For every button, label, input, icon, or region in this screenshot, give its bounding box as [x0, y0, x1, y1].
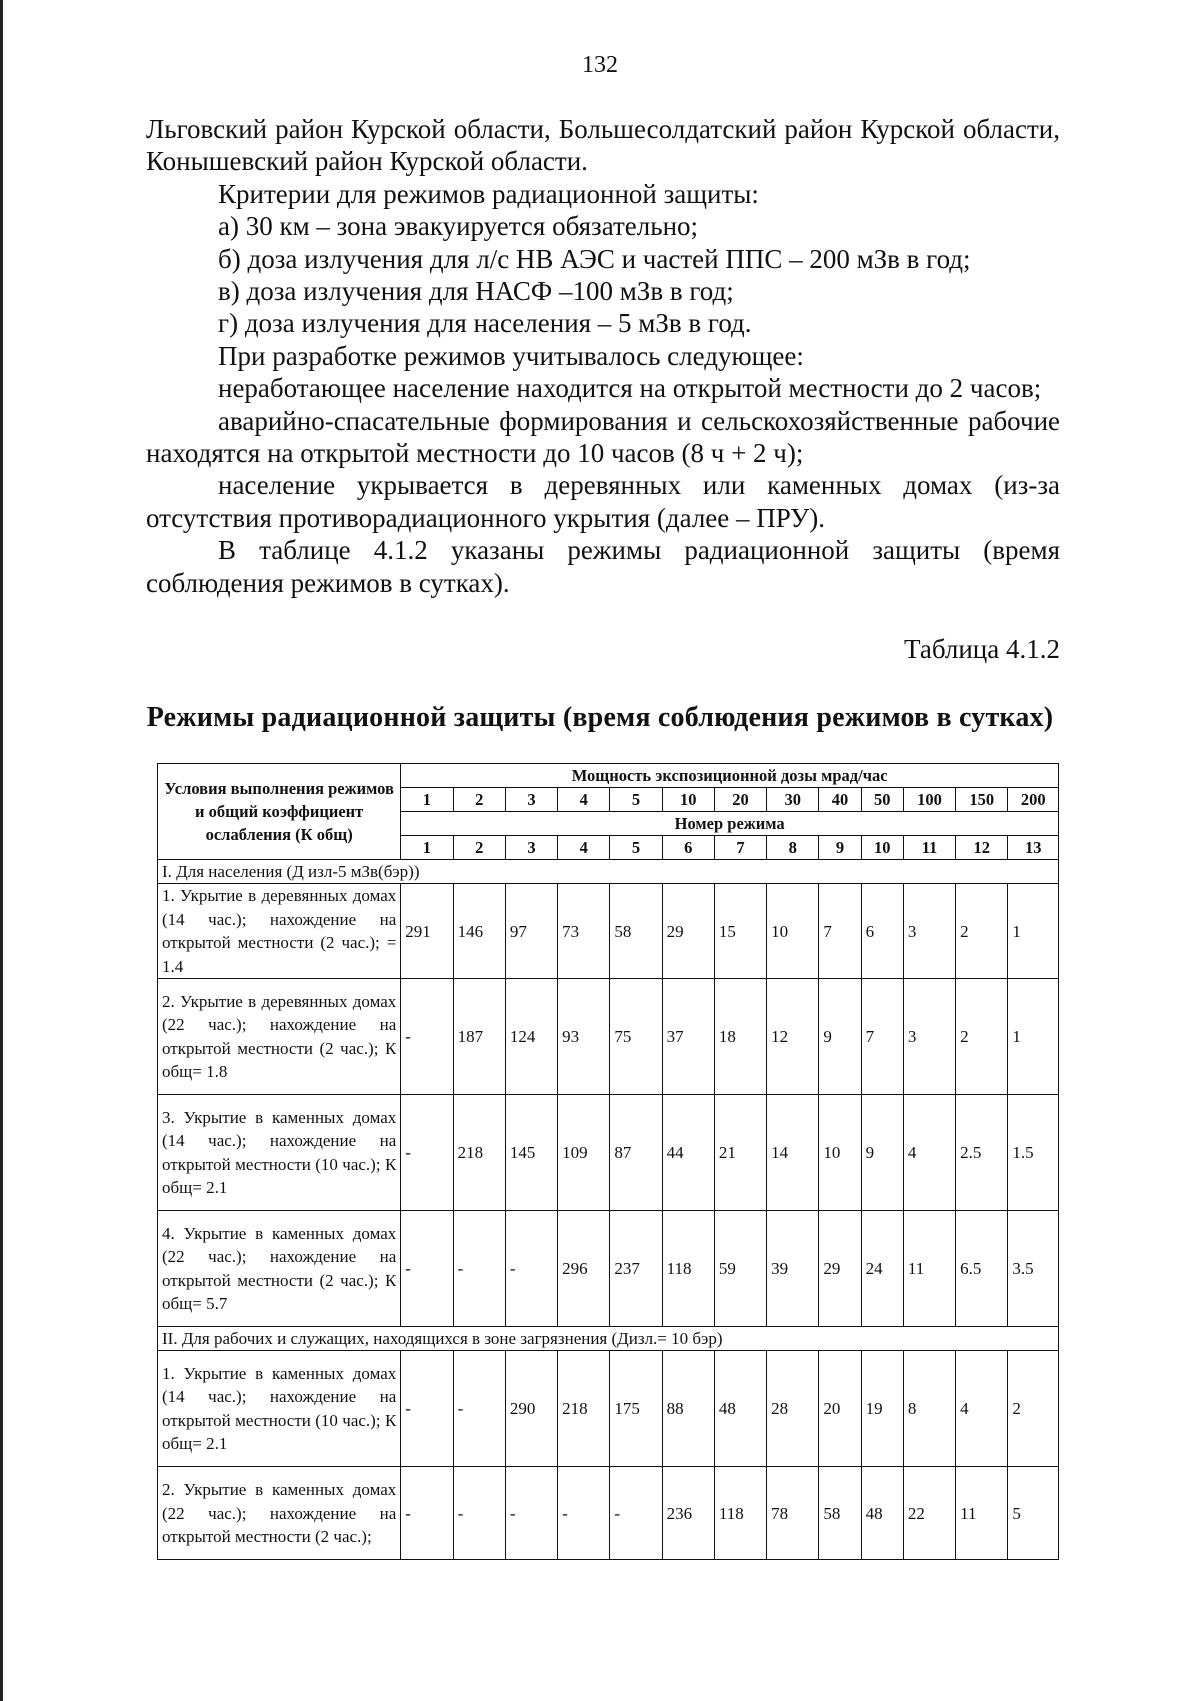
regimes-table	[157, 763, 1059, 1560]
paragraph: Льговский район Курской области, Большесолдатский район Курской области, Конышевский район Курской области.	[146, 114, 1060, 177]
value-cell: 2	[956, 979, 1008, 1095]
value-cell: 146	[453, 884, 505, 979]
value-cell: 237	[610, 1211, 662, 1327]
section-title: I. Для населения (Д изл-5 мЗв(бэр))	[158, 860, 1059, 884]
regime-number-cell: 1	[401, 836, 453, 860]
value-cell: 15	[714, 884, 766, 979]
condition-header: Условия выполнения режимов и общий коэффициент ослабления (К общ)	[158, 764, 401, 860]
value-cell: -	[401, 1211, 453, 1327]
regime-number-cell: 12	[956, 836, 1008, 860]
value-cell: 48	[861, 1467, 903, 1560]
value-cell: 93	[558, 979, 610, 1095]
section-row	[158, 860, 1059, 884]
value-cell: 236	[662, 1467, 714, 1560]
paragraph: аварийно-спасательные формирования и сельскохозяйственные рабочие находятся на открытой местности до 10 часов (8 ч + 2 ч);	[146, 405, 1060, 469]
value-cell: 145	[505, 1095, 557, 1211]
paragraph: б) доза излучения для л/с НВ АЭС и частей ППС – 200 мЗв в год;	[218, 243, 971, 274]
value-cell: 1.5	[1008, 1095, 1059, 1211]
value-cell: 290	[505, 1351, 557, 1467]
value-cell: -	[401, 1351, 453, 1467]
value-cell: -	[401, 1095, 453, 1211]
value-cell: 6	[861, 884, 903, 979]
value-cell: 11	[903, 1211, 955, 1327]
paragraph: население укрывается в деревянных или каменных домах (из-за отсутствия противорадиационного укрытия (далее – ПРУ).	[146, 470, 1060, 533]
dose-rate-cell: 2	[453, 788, 505, 812]
value-cell: 87	[610, 1095, 662, 1211]
value-cell: 109	[558, 1095, 610, 1211]
paragraph: неработающее население находится на открытой местности до 2 часов;	[218, 373, 1042, 404]
paragraph: а) 30 км – зона эвакуируется обязательно;	[218, 211, 699, 242]
regime-number-cell: 7	[714, 836, 766, 860]
value-cell: 9	[819, 979, 861, 1095]
value-cell: 14	[767, 1095, 819, 1211]
paragraph: В таблице 4.1.2 указаны режимы радиационной защиты (время соблюдения режимов в сутках).	[146, 535, 1060, 598]
value-cell: -	[558, 1467, 610, 1560]
value-cell: 28	[767, 1351, 819, 1467]
dose-rate-cell: 10	[662, 788, 714, 812]
value-cell: 118	[662, 1211, 714, 1327]
value-cell: 19	[861, 1351, 903, 1467]
regime-number-cell: 13	[1008, 836, 1059, 860]
regime-number-cell: 3	[505, 836, 557, 860]
section-row	[158, 1327, 1059, 1351]
paragraph: в) доза излучения для НАСФ –100 мЗв в год;	[218, 276, 734, 307]
value-cell: 24	[861, 1211, 903, 1327]
body-text	[146, 113, 1060, 599]
value-cell: -	[401, 979, 453, 1095]
condition-cell: 2. Укрытие в каменных домах (22 час.); нахождение на открытой местности (2 час.);	[158, 1467, 401, 1560]
value-cell: 296	[558, 1211, 610, 1327]
scan-edge	[0, 0, 3, 1701]
value-cell: 10	[819, 1095, 861, 1211]
dose-rate-header: Мощность экспозиционной дозы мрад/час	[401, 764, 1059, 788]
value-cell: 5	[1008, 1467, 1059, 1560]
dose-rate-cell: 30	[767, 788, 819, 812]
condition-cell: 2. Укрытие в деревянных домах (22 час.); нахождение на открытой местности (2 час.); К общ= 1.8	[158, 979, 401, 1095]
value-cell: -	[453, 1351, 505, 1467]
value-cell: 3	[903, 884, 955, 979]
value-cell: 124	[505, 979, 557, 1095]
value-cell: 20	[819, 1351, 861, 1467]
value-cell: 59	[714, 1211, 766, 1327]
dose-rate-cell: 50	[861, 788, 903, 812]
header-row-dose-title	[158, 764, 1059, 788]
dose-rate-cell: 3	[505, 788, 557, 812]
page-number: 132	[582, 52, 618, 78]
value-cell: 218	[558, 1351, 610, 1467]
dose-rate-cell: 40	[819, 788, 861, 812]
condition-cell: 1. Укрытие в деревянных домах (14 час.); нахождение на открытой местности (2 час.); = 1.4	[158, 884, 401, 979]
value-cell: -	[610, 1467, 662, 1560]
value-cell: 39	[767, 1211, 819, 1327]
value-cell: 58	[610, 884, 662, 979]
value-cell: -	[453, 1467, 505, 1560]
value-cell: 22	[903, 1467, 955, 1560]
value-cell: 2	[1008, 1351, 1059, 1467]
regime-number-cell: 9	[819, 836, 861, 860]
value-cell: -	[505, 1467, 557, 1560]
value-cell: 1	[1008, 884, 1059, 979]
value-cell: 291	[401, 884, 453, 979]
value-cell: 9	[861, 1095, 903, 1211]
dose-rate-cell: 5	[610, 788, 662, 812]
regime-number-cell: 4	[558, 836, 610, 860]
regime-number-cell: 6	[662, 836, 714, 860]
value-cell: 12	[767, 979, 819, 1095]
table-row	[158, 1467, 1059, 1560]
regime-header: Номер режима	[401, 812, 1059, 836]
value-cell: 73	[558, 884, 610, 979]
table-caption: Таблица 4.1.2	[904, 634, 1060, 664]
value-cell: 18	[714, 979, 766, 1095]
value-cell: 8	[903, 1351, 955, 1467]
value-cell: 4	[903, 1095, 955, 1211]
value-cell: 7	[819, 884, 861, 979]
value-cell: 88	[662, 1351, 714, 1467]
dose-rate-cell: 20	[714, 788, 766, 812]
value-cell: 1	[1008, 979, 1059, 1095]
value-cell: 78	[767, 1467, 819, 1560]
value-cell: 37	[662, 979, 714, 1095]
table-row	[158, 1351, 1059, 1467]
dose-rate-cell: 4	[558, 788, 610, 812]
table-row	[158, 1211, 1059, 1327]
paragraph: При разработке режимов учитывалось следующее:	[218, 340, 804, 371]
value-cell: 2	[956, 884, 1008, 979]
value-cell: 187	[453, 979, 505, 1095]
condition-cell: 4. Укрытие в каменных домах (22 час.); нахождение на открытой местности (2 час.); К общ= 5.7	[158, 1211, 401, 1327]
value-cell: 58	[819, 1467, 861, 1560]
value-cell: 10	[767, 884, 819, 979]
value-cell: 29	[819, 1211, 861, 1327]
value-cell: 6.5	[956, 1211, 1008, 1327]
regime-number-cell: 2	[453, 836, 505, 860]
value-cell: 11	[956, 1467, 1008, 1560]
paragraph: г) доза излучения для населения – 5 мЗв в год.	[218, 308, 752, 339]
dose-rate-cell: 150	[956, 788, 1008, 812]
regime-number-cell: 11	[903, 836, 955, 860]
dose-rate-cell: 1	[401, 788, 453, 812]
regime-number-cell: 8	[767, 836, 819, 860]
table-title: Режимы радиационной защиты (время соблюдения режимов в сутках)	[146, 702, 1054, 733]
value-cell: 48	[714, 1351, 766, 1467]
value-cell: 21	[714, 1095, 766, 1211]
condition-cell: 3. Укрытие в каменных домах (14 час.); нахождение на открытой местности (10 час.); К общ= 2.1	[158, 1095, 401, 1211]
value-cell: 44	[662, 1095, 714, 1211]
value-cell: -	[453, 1211, 505, 1327]
value-cell: 75	[610, 979, 662, 1095]
regime-number-cell: 5	[610, 836, 662, 860]
dose-rate-cell: 200	[1008, 788, 1059, 812]
table-row	[158, 979, 1059, 1095]
value-cell: 175	[610, 1351, 662, 1467]
value-cell: -	[505, 1211, 557, 1327]
section-title: II. Для рабочих и служащих, находящихся в зоне загрязнения (Дизл.= 10 бэр)	[158, 1327, 1059, 1351]
value-cell: 3	[903, 979, 955, 1095]
value-cell: 7	[861, 979, 903, 1095]
regime-number-cell: 10	[861, 836, 903, 860]
value-cell: 29	[662, 884, 714, 979]
value-cell: -	[401, 1467, 453, 1560]
paragraph: Критерии для режимов радиационной защиты:	[218, 178, 759, 209]
value-cell: 4	[956, 1351, 1008, 1467]
table-row	[158, 884, 1059, 979]
value-cell: 97	[505, 884, 557, 979]
condition-cell: 1. Укрытие в каменных домах (14 час.); нахождение на открытой местности (10 час.); К общ= 2.1	[158, 1351, 401, 1467]
dose-rate-cell: 100	[903, 788, 955, 812]
value-cell: 3.5	[1008, 1211, 1059, 1327]
table-row	[158, 1095, 1059, 1211]
value-cell: 218	[453, 1095, 505, 1211]
value-cell: 118	[714, 1467, 766, 1560]
value-cell: 2.5	[956, 1095, 1008, 1211]
